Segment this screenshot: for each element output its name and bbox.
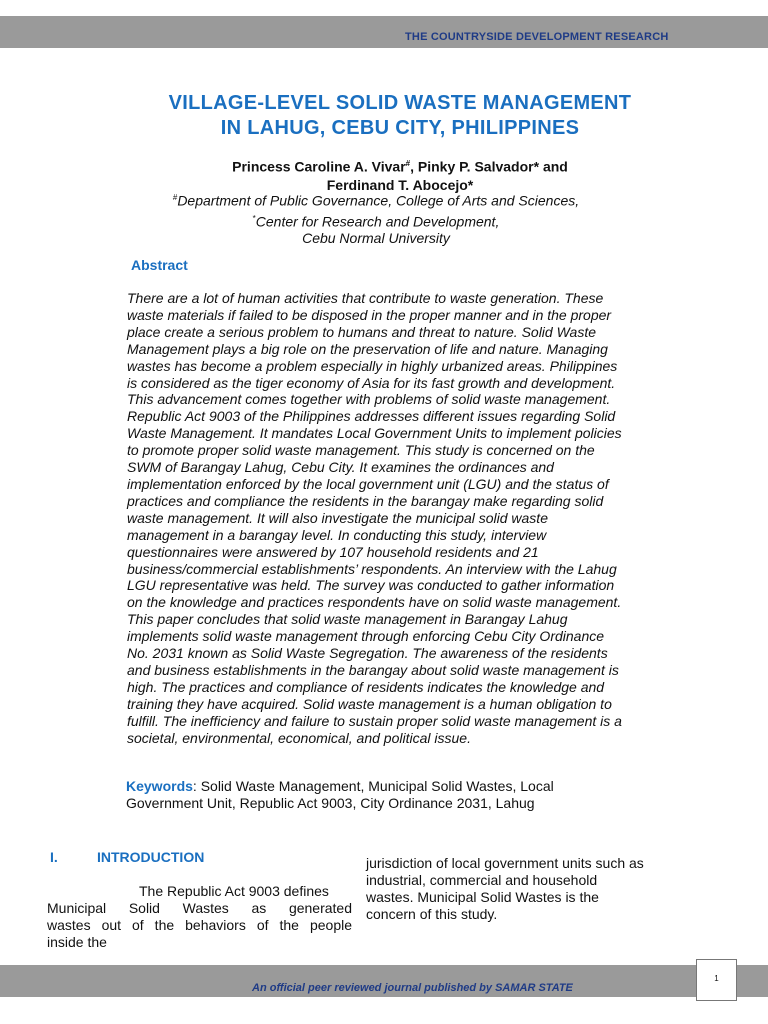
paper-title (0, 91, 768, 141)
intro-right-column (366, 855, 686, 923)
affiliation-text: Center for Research and Development, (255, 213, 500, 230)
affiliation-text: Department of Public Governance, College of Arts and Sciences, (177, 192, 580, 209)
author-mark: * (467, 176, 474, 193)
abstract-line: Waste Management. It mandates Local Government Units to implement policies (127, 425, 622, 442)
affiliation-mark: * (252, 213, 256, 223)
abstract-line: societal, environmental, economical, and political issue. (127, 729, 471, 746)
affiliation-1 (0, 189, 752, 210)
authors-line-1 (0, 155, 768, 176)
affiliations (0, 189, 752, 247)
intro-left-line: inside the (47, 934, 107, 950)
section-number: I. (50, 849, 58, 865)
abstract-line: implements solid waste management through enforcing Cebu City Ordinance (127, 628, 605, 645)
abstract-line: to promote proper solid waste management. This study is concerned on the (127, 442, 595, 459)
abstract-body (127, 290, 687, 746)
affiliation-mark: # (172, 193, 178, 202)
header-band (0, 16, 768, 48)
abstract-line: and business establishments in the barangay about solid waste management is (127, 661, 619, 678)
page-number-box (696, 959, 737, 1001)
journal-footer-text: An official peer reviewed journal published by SAMAR STATE (252, 982, 573, 994)
author-salvador: , Pinky P. Salvador (410, 158, 534, 175)
abstract-line: wastes has become a problem especially in highly urbanized areas. Philippines (127, 357, 618, 374)
abstract-line: questionnaires were answered by 107 household residents and 21 (127, 543, 539, 560)
affiliation-3: Cebu Normal University (302, 230, 450, 247)
keywords-block (126, 778, 686, 812)
intro-right-line: industrial, commercial and household (366, 872, 598, 888)
intro-right-line: jurisdiction of local government units such as (366, 855, 644, 871)
author-mark: * (533, 158, 540, 175)
keywords-line-1 (126, 778, 686, 795)
abstract-line: place create a serious problem to humans and threat to nature. Solid Waste (127, 323, 597, 340)
abstract-line: LGU representative was held. The survey was conducted to gather information (127, 577, 615, 594)
intro-left-line: The Republic Act 9003 defines (139, 883, 329, 899)
abstract-line: management in a barangay level. In conducting this study, interview (127, 526, 547, 543)
keywords-text: : Solid Waste Management, Municipal Solid Wastes, Local (192, 778, 554, 794)
abstract-line: is considered as the tiger economy of Asia for its fast growth and development. (127, 374, 616, 391)
abstract-line: implementation enforced by the local government unit (LGU) and the status of (127, 475, 609, 492)
abstract-line: training they have acquired. Solid waste management is a human obligation to (127, 695, 612, 712)
footer-band (0, 965, 768, 997)
abstract-heading: Abstract (131, 257, 188, 273)
page-number: 1 (714, 974, 719, 983)
abstract-line: on the knowledge and practices respondents have on solid waste management. (127, 594, 622, 611)
author-abocejo: Ferdinand T. Abocejo (326, 176, 468, 193)
abstract-line: fulfill. The inefficiency and failure to sustain proper solid waste management is a (127, 712, 622, 729)
intro-left-column (47, 883, 352, 951)
abstract-line: This advancement comes together with problems of solid waste management. (127, 391, 611, 408)
intro-left-line: wastes out of the behaviors of the people (47, 917, 352, 933)
keywords-line-2: Government Unit, Republic Act 9003, City Ordinance 2031, Lahug (126, 795, 535, 811)
abstract-line: SWM of Barangay Lahug, Cebu City. It examines the ordinances and (127, 459, 554, 476)
abstract-line: practices and compliance the residents in the barangay make regarding solid (127, 492, 604, 509)
title-line-2: IN LAHUG, CEBU CITY, PHILIPPINES (220, 117, 580, 139)
abstract-line: waste management. It will also investigate the municipal solid waste (127, 509, 548, 526)
abstract-line: waste materials if failed to be disposed in the proper manner and in the proper (127, 306, 612, 323)
abstract-line: Management plays a big role on the preservation of life and nature. Managing (127, 340, 608, 357)
author-conjunction: and (539, 158, 568, 175)
intro-right-line: wastes. Municipal Solid Wastes is the (366, 889, 599, 905)
intro-left-line: Municipal Solid Wastes as generated (47, 900, 352, 916)
abstract-line: There are a lot of human activities that contribute to waste generation. These (127, 290, 604, 306)
author-vivar: Princess Caroline A. Vivar (232, 158, 406, 175)
abstract-line: business/commercial establishments’ respondents. An interview with the Lahug (127, 560, 617, 577)
keywords-label: Keywords (126, 778, 193, 794)
affiliation-2 (0, 210, 752, 231)
abstract-line: Republic Act 9003 of the Philippines addresses different issues regarding Solid (127, 408, 616, 425)
abstract-line: No. 2031 known as Solid Waste Segregation. The awareness of the residents (127, 645, 608, 662)
title-line-1: VILLAGE-LEVEL SOLID WASTE MANAGEMENT (168, 92, 632, 114)
abstract-line: high. The practices and compliance of residents indicates the knowledge and (127, 678, 605, 695)
section-title: INTRODUCTION (97, 849, 205, 865)
intro-right-line: concern of this study. (366, 906, 498, 922)
author-list (0, 155, 768, 194)
section-heading-introduction (50, 849, 204, 865)
author-mark: # (405, 159, 411, 168)
journal-header-text: THE COUNTRYSIDE DEVELOPMENT RESEARCH (405, 31, 669, 43)
abstract-line: This paper concludes that solid waste management in Barangay Lahug (127, 611, 568, 628)
